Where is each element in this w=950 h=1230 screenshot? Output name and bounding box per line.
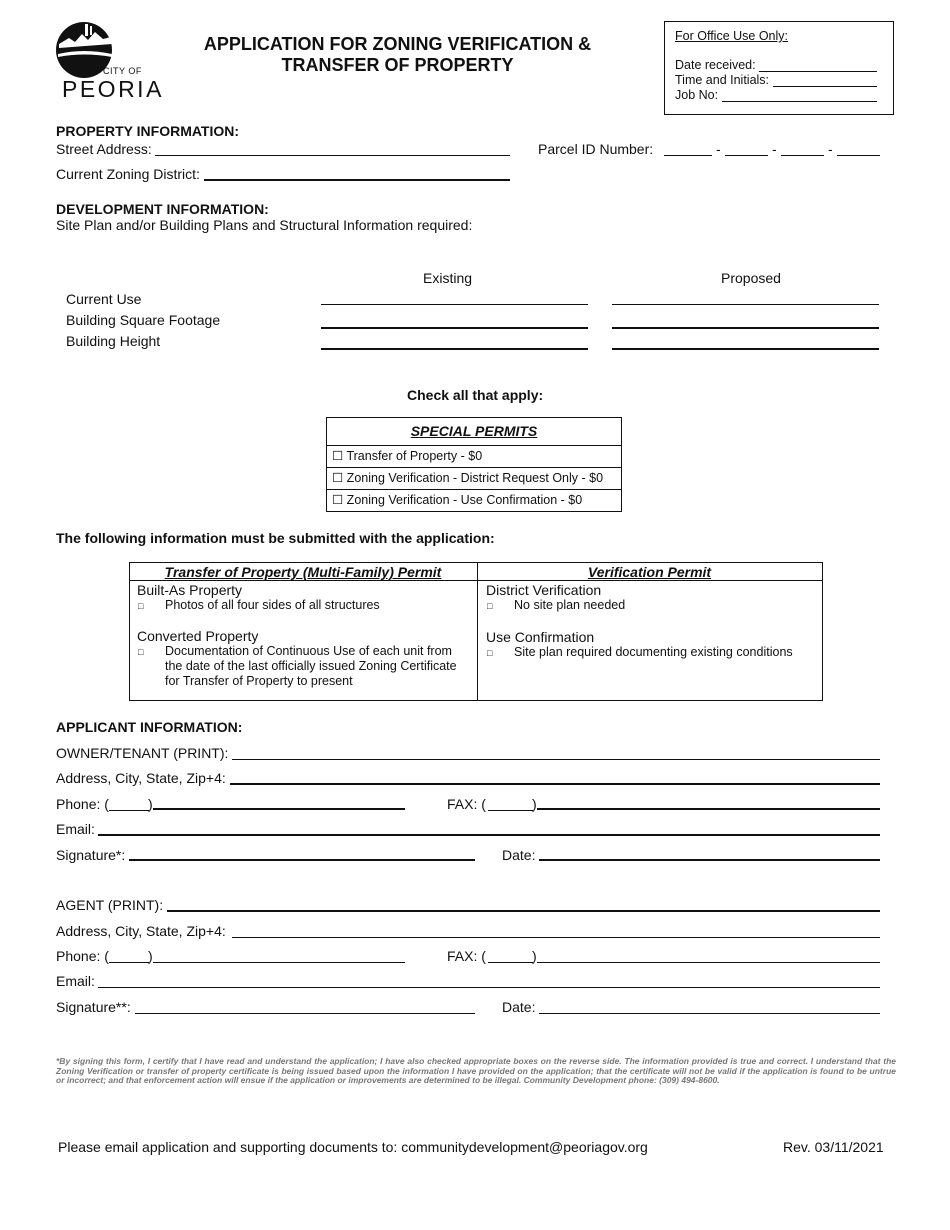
agent-phone-label: Phone: ( [56,948,109,964]
built-as-heading: Built-As Property [137,582,243,598]
requirements-intro: The following information must be submitted with the application: [56,530,495,546]
agent-signature-label: Signature**: [56,999,131,1015]
district-item: No site plan needed [514,598,626,612]
built-as-checkbox-icon[interactable]: □ [138,601,144,611]
requirements-divider [477,562,478,700]
title-line-1: APPLICATION FOR ZONING VERIFICATION & [203,34,592,54]
footer-email-note: Please email application and supporting documents to: communitydevelopment@peoriagov.org [58,1139,648,1155]
row-building-height: Building Height [66,333,161,349]
agent-fax-paren: ) [532,948,537,964]
agent-field[interactable] [167,910,880,912]
current-zoning-label: Current Zoning District: [56,166,200,182]
current-use-existing-field[interactable] [321,304,588,305]
owner-address-label: Address, City, State, Zip+4: [56,770,226,786]
agent-phone-paren: ) [148,948,153,964]
district-checkbox-icon[interactable]: □ [487,601,493,611]
agent-fax-area-field[interactable] [488,962,533,963]
current-zoning-field[interactable] [204,179,510,181]
owner-fax-paren: ) [532,796,537,812]
agent-fax-field[interactable] [537,962,880,963]
parcel-dash-3: - [828,141,833,157]
district-verification-heading: District Verification [486,582,602,598]
parcel-id-field-1[interactable] [664,155,712,156]
use-confirmation-item: Site plan required documenting existing conditions [514,645,793,659]
requirements-header-divider [129,580,822,581]
owner-label: OWNER/TENANT (PRINT): [56,745,229,761]
verification-permit-heading: Verification Permit [587,564,712,580]
parcel-dash-2: - [772,141,777,157]
owner-email-label: Email: [56,821,95,837]
owner-signature-label: Signature*: [56,847,126,863]
property-heading: PROPERTY INFORMATION: [56,123,240,139]
time-initials-label: Time and Initials: [675,73,770,87]
applicant-heading: APPLICANT INFORMATION: [56,719,243,735]
footer-revision: Rev. 03/11/2021 [783,1139,884,1155]
office-use-title: For Office Use Only: [675,29,788,43]
agent-address-label: Address, City, State, Zip+4: [56,923,226,939]
parcel-id-label: Parcel ID Number: [538,141,654,157]
owner-phone-label: Phone: ( [56,796,109,812]
owner-signature-field[interactable] [129,859,475,861]
use-confirmation-heading: Use Confirmation [486,629,595,645]
agent-address-field[interactable] [232,937,880,938]
certification-disclaimer: *By signing this form, I certify that I have read and understand the application; I have also checked appropriate boxes on the reverse side. The information provided is true and correct. I understand that the Zoning Verification or transfer of property certificate is being issued based upon the information I have provided on the application; that the certificate will not be valid if the application is found to be untrue or incorrect; and that enforcement action will ensue if the application or improvements are determined to be illegal. Community Development phone: (309) 494-8600. [56,1056,896,1085]
date-received-label: Date received: [675,58,756,72]
agent-date-label: Date: [502,999,536,1015]
agent-phone-area-field[interactable] [109,962,149,963]
page-title [185,34,610,76]
converted-checkbox-icon[interactable]: □ [138,647,144,657]
owner-phone-paren: ) [148,796,153,812]
parcel-id-field-4[interactable] [837,155,880,156]
owner-phone-field[interactable] [153,808,405,810]
agent-phone-field[interactable] [153,962,405,963]
owner-field[interactable] [232,759,880,760]
owner-fax-area-field[interactable] [488,810,533,811]
built-as-item: Photos of all four sides of all structures [165,598,380,612]
owner-phone-area-field[interactable] [109,810,149,811]
row-building-sqft: Building Square Footage [66,312,221,328]
converted-item-line-3: for Transfer of Property to present [165,674,353,688]
col-proposed: Proposed [721,270,781,286]
agent-email-label: Email: [56,973,95,989]
agent-email-field[interactable] [98,987,880,988]
job-no-field[interactable] [722,101,877,102]
height-proposed-field[interactable] [612,348,879,350]
owner-date-field[interactable] [539,859,880,861]
agent-date-field[interactable] [539,1013,880,1014]
permit-transfer-checkbox[interactable]: ☐ Transfer of Property - $0 [327,446,621,468]
owner-address-field[interactable] [230,783,880,785]
development-heading: DEVELOPMENT INFORMATION: [56,201,269,217]
agent-signature-field[interactable] [135,1013,475,1014]
title-line-2: TRANSFER OF PROPERTY [281,55,514,75]
parcel-id-field-3[interactable] [781,155,824,156]
sqft-existing-field[interactable] [321,327,588,329]
street-address-label: Street Address: [56,141,152,157]
job-no-label: Job No: [675,88,719,102]
permit-district-request-checkbox[interactable]: ☐ Zoning Verification - District Request Only - $0 [327,468,621,490]
parcel-id-field-2[interactable] [725,155,768,156]
row-current-use: Current Use [66,291,142,307]
special-permits-heading: SPECIAL PERMITS [327,418,621,446]
date-received-field[interactable] [759,71,877,72]
converted-item-line-1: Documentation of Continuous Use of each unit from [165,644,452,658]
time-initials-field[interactable] [773,86,877,87]
converted-item-line-2: the date of the last officially issued Zoning Certificate [165,659,457,673]
use-confirmation-checkbox-icon[interactable]: □ [487,648,493,658]
col-existing: Existing [423,270,473,286]
current-use-proposed-field[interactable] [612,304,879,305]
special-permits-table [326,417,622,512]
agent-fax-label: FAX: ( [447,948,486,964]
logo-peoria: PEORIA [62,76,164,102]
height-existing-field[interactable] [321,348,588,350]
owner-fax-field[interactable] [537,808,880,810]
transfer-permit-heading: Transfer of Property (Multi-Family) Permit [164,564,442,580]
parcel-dash-1: - [716,141,721,157]
owner-email-field[interactable] [98,834,880,836]
converted-heading: Converted Property [137,628,259,644]
owner-date-label: Date: [502,847,536,863]
street-address-field[interactable] [155,155,510,156]
agent-label: AGENT (PRINT): [56,897,164,913]
owner-fax-label: FAX: ( [447,796,486,812]
sqft-proposed-field[interactable] [612,327,879,329]
check-all-heading: Check all that apply: [407,387,544,403]
permit-use-confirmation-checkbox[interactable]: ☐ Zoning Verification - Use Confirmation - $0 [332,493,583,507]
development-note: Site Plan and/or Building Plans and Structural Information required: [56,217,473,233]
logo-city-of: CITY OF [103,66,142,76]
